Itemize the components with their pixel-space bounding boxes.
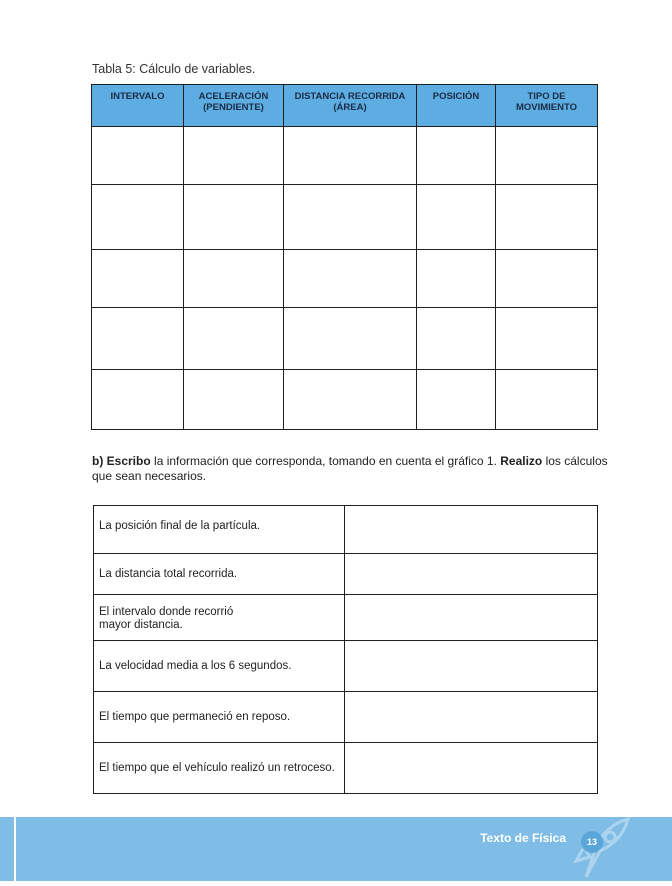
answer-cell[interactable] [417,127,496,185]
answer-cell[interactable] [496,308,598,370]
question-row [94,506,598,554]
instruction-verb: Realizo [500,454,543,468]
question-cell [94,692,345,743]
answer-cell[interactable] [184,127,284,185]
answer-cell[interactable] [184,308,284,370]
table-row [92,250,598,308]
table-row [92,370,598,430]
header-label: POSICIÓN [432,91,480,102]
instruction-text [92,454,622,484]
table-row [92,308,598,370]
answer-cell[interactable] [92,185,184,250]
question-cell [94,743,345,794]
answer-cell[interactable] [417,308,496,370]
footer-divider [14,817,16,881]
header-aceleracion [184,85,284,127]
page-footer [0,817,672,881]
answer-cell[interactable] [345,554,598,595]
header-label: DISTANCIA RECORRIDA [294,91,406,102]
answer-cell[interactable] [496,185,598,250]
header-posicion [417,85,496,127]
header-label: INTERVALO [110,91,165,102]
answer-cell[interactable] [284,127,417,185]
answer-cell[interactable] [417,370,496,430]
table-header-row [92,85,598,127]
question-cell [94,554,345,595]
answer-cell[interactable] [284,370,417,430]
instruction-part: la información que corresponda, tomando en cuenta el gráfico 1. [150,454,501,468]
header-label: TIPO DE [527,91,566,102]
answer-cell[interactable] [184,370,284,430]
header-label: (PENDIENTE) [203,102,264,113]
answer-cell[interactable] [345,595,598,641]
question-row [94,743,598,794]
question-text: El tiempo que permaneció en reposo. [99,711,291,723]
answer-cell[interactable] [417,250,496,308]
answer-cell[interactable] [345,692,598,743]
table-row [92,127,598,185]
header-label: (ÁREA) [333,102,367,113]
question-row [94,595,598,641]
header-tipo-movimiento [496,85,598,127]
table-row [92,185,598,250]
table-caption: Tabla 5: Cálculo de variables. [92,62,256,76]
answer-cell[interactable] [284,308,417,370]
answer-cell[interactable] [345,641,598,692]
footer-book-title: Texto de Física [480,831,566,845]
question-row [94,692,598,743]
question-cell [94,595,345,641]
question-text: La distancia total recorrida. [99,568,238,580]
answer-cell[interactable] [417,185,496,250]
answer-cell[interactable] [92,370,184,430]
answer-cell[interactable] [184,185,284,250]
questions-table [93,505,598,794]
question-text: La posición final de la partícula. [99,520,261,532]
question-text: El intervalo donde recorrió [99,606,234,618]
page-number-badge: 13 [581,831,603,853]
answer-cell[interactable] [284,185,417,250]
answer-cell[interactable] [496,370,598,430]
header-distancia [284,85,417,127]
rocket-icon [566,817,636,881]
answer-cell[interactable] [496,127,598,185]
question-row [94,641,598,692]
header-label: MOVIMIENTO [515,102,578,113]
answer-cell[interactable] [92,250,184,308]
answer-cell[interactable] [92,308,184,370]
question-row [94,554,598,595]
calculation-table [91,84,598,430]
answer-cell[interactable] [92,127,184,185]
answer-cell[interactable] [345,743,598,794]
question-cell [94,641,345,692]
header-label: ACELERACIÓN [198,91,269,102]
answer-cell[interactable] [284,250,417,308]
question-text: mayor distancia. [99,619,183,631]
answer-cell[interactable] [496,250,598,308]
answer-cell[interactable] [184,250,284,308]
instruction-part: los cálculos que sean necesarios. [92,454,608,483]
question-text: El tiempo que el vehículo realizó un retroceso. [99,762,335,774]
question-cell [94,506,345,554]
answer-cell[interactable] [345,506,598,554]
question-text: La velocidad media a los 6 segundos. [99,660,292,672]
header-intervalo [92,85,184,127]
instruction-verb: b) Escribo [92,454,151,468]
